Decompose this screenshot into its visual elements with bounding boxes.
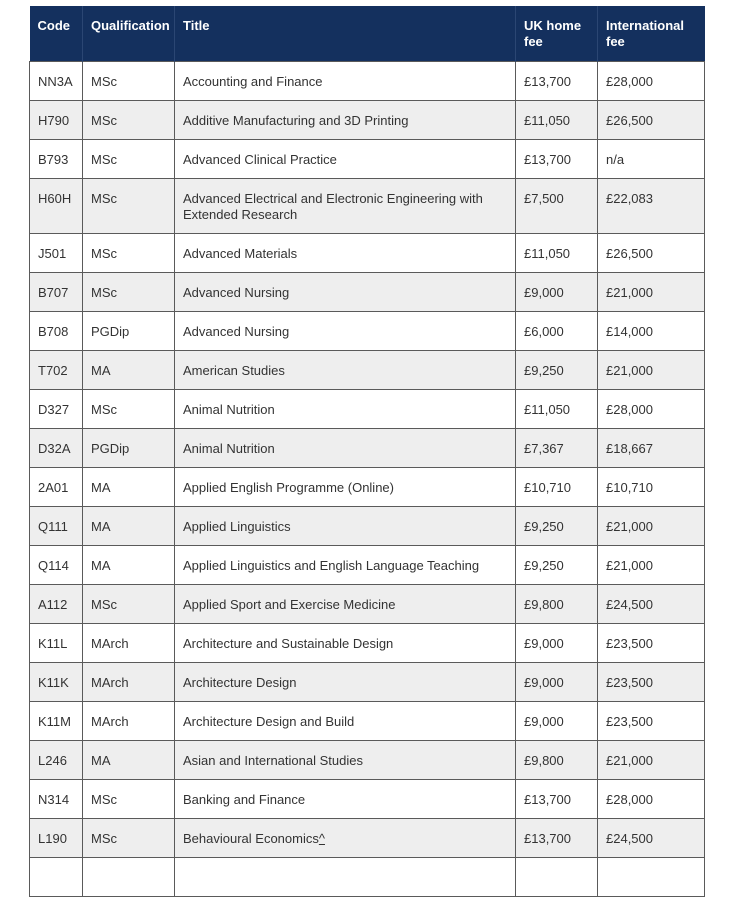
cell-qualification: MSc	[83, 390, 175, 429]
cell-intl-fee: £23,500	[598, 702, 705, 741]
cell-uk-fee: £7,367	[516, 429, 598, 468]
cell-qualification: MSc	[83, 585, 175, 624]
table-row	[30, 546, 705, 585]
fees-table	[29, 6, 705, 897]
cell-code: A112	[30, 585, 83, 624]
cell-qualification: MA	[83, 351, 175, 390]
cell-code: 2A01	[30, 468, 83, 507]
cell-intl-fee: £26,500	[598, 234, 705, 273]
cell-uk-fee: £9,250	[516, 351, 598, 390]
cell-qualification: MSc	[83, 101, 175, 140]
cell-code: Q111	[30, 507, 83, 546]
cell-code: T702	[30, 351, 83, 390]
table-row	[30, 234, 705, 273]
table-row	[30, 507, 705, 546]
table-row-partial	[30, 858, 705, 897]
cell-title: Accounting and Finance	[175, 62, 516, 101]
cell-qualification: PGDip	[83, 429, 175, 468]
cell-intl-fee: £21,000	[598, 546, 705, 585]
cell-title-text: Behavioural Economics	[183, 831, 319, 846]
cell-qualification: MSc	[83, 140, 175, 179]
cell-intl-fee: £21,000	[598, 507, 705, 546]
cell-title: Advanced Nursing	[175, 312, 516, 351]
cell-title: Applied English Programme (Online)	[175, 468, 516, 507]
cell-title: Applied Linguistics and English Language Teaching	[175, 546, 516, 585]
cell-intl-fee: £24,500	[598, 585, 705, 624]
cell-title: Asian and International Studies	[175, 741, 516, 780]
cell-title: Advanced Electrical and Electronic Engineering with Extended Research	[175, 179, 516, 234]
cell-qualification: PGDip	[83, 312, 175, 351]
table-row	[30, 819, 705, 858]
cell-qualification: MSc	[83, 780, 175, 819]
cell-code: Q114	[30, 546, 83, 585]
cell-intl-fee: £14,000	[598, 312, 705, 351]
table-row	[30, 179, 705, 234]
cell-code: L246	[30, 741, 83, 780]
table-row	[30, 390, 705, 429]
cell-title: Architecture and Sustainable Design	[175, 624, 516, 663]
cell-code: J501	[30, 234, 83, 273]
header-uk-home-fee: UK home fee	[516, 6, 598, 62]
cell-uk-fee: £9,000	[516, 663, 598, 702]
cell-uk-fee: £11,050	[516, 390, 598, 429]
cell-uk-fee: £9,000	[516, 702, 598, 741]
cell-uk-fee: £9,800	[516, 741, 598, 780]
cell-intl-fee: £23,500	[598, 663, 705, 702]
cell-uk-fee: £9,800	[516, 585, 598, 624]
cell-intl-fee: £24,500	[598, 819, 705, 858]
table-row	[30, 62, 705, 101]
table-row	[30, 780, 705, 819]
table-row	[30, 741, 705, 780]
cell-uk-fee: £7,500	[516, 179, 598, 234]
header-code: Code	[30, 6, 83, 62]
cell-intl-fee: £10,710	[598, 468, 705, 507]
cell-intl-fee: £23,500	[598, 624, 705, 663]
cell-qualification: MA	[83, 507, 175, 546]
table-header	[30, 6, 705, 62]
cell-title: Architecture Design and Build	[175, 702, 516, 741]
cell-qualification: MArch	[83, 663, 175, 702]
cell-intl-fee: £21,000	[598, 741, 705, 780]
cell-intl-fee: £18,667	[598, 429, 705, 468]
header-international-fee: International fee	[598, 6, 705, 62]
cell-uk-fee: £9,250	[516, 507, 598, 546]
table-row	[30, 312, 705, 351]
table-row	[30, 140, 705, 179]
cell-uk-fee: £6,000	[516, 312, 598, 351]
cell-intl-fee: £21,000	[598, 273, 705, 312]
cell-code: K11L	[30, 624, 83, 663]
fees-table-container	[29, 6, 704, 897]
table-row	[30, 468, 705, 507]
cell-code: D327	[30, 390, 83, 429]
cell-intl-fee: £26,500	[598, 101, 705, 140]
cell-qualification: MSc	[83, 62, 175, 101]
table-row	[30, 702, 705, 741]
cell-qualification: MSc	[83, 273, 175, 312]
cell-qualification: MA	[83, 741, 175, 780]
footnote-marker[interactable]: ^	[318, 831, 325, 846]
table-body	[30, 62, 705, 897]
cell-qualification: MA	[83, 546, 175, 585]
cell-title: Architecture Design	[175, 663, 516, 702]
cell-code: H60H	[30, 179, 83, 234]
cell-code: D32A	[30, 429, 83, 468]
header-title: Title	[175, 6, 516, 62]
cell-code: NN3A	[30, 62, 83, 101]
cell-title: Animal Nutrition	[175, 390, 516, 429]
cell-code: K11M	[30, 702, 83, 741]
table-row	[30, 624, 705, 663]
cell-qualification: MSc	[83, 179, 175, 234]
cell-code: B707	[30, 273, 83, 312]
cell-title: Advanced Nursing	[175, 273, 516, 312]
cell-qualification: MSc	[83, 819, 175, 858]
cell-title: Applied Sport and Exercise Medicine	[175, 585, 516, 624]
cell-code: H790	[30, 101, 83, 140]
cell-uk-fee: £9,000	[516, 273, 598, 312]
cell-qualification: MArch	[83, 702, 175, 741]
cell-title: Advanced Clinical Practice	[175, 140, 516, 179]
table-row	[30, 273, 705, 312]
cell-title: Banking and Finance	[175, 780, 516, 819]
cell-title: Applied Linguistics	[175, 507, 516, 546]
cell-intl-fee: £28,000	[598, 62, 705, 101]
table-row	[30, 351, 705, 390]
cell-intl-fee: £28,000	[598, 780, 705, 819]
cell-title: American Studies	[175, 351, 516, 390]
cell-title: Animal Nutrition	[175, 429, 516, 468]
cell-intl-fee: £21,000	[598, 351, 705, 390]
cell-uk-fee: £11,050	[516, 101, 598, 140]
table-row	[30, 663, 705, 702]
cell-code: B708	[30, 312, 83, 351]
cell-qualification: MSc	[83, 234, 175, 273]
cell-intl-fee: £28,000	[598, 390, 705, 429]
cell-uk-fee: £11,050	[516, 234, 598, 273]
cell-uk-fee: £13,700	[516, 140, 598, 179]
cell-code: K11K	[30, 663, 83, 702]
cell-qualification: MArch	[83, 624, 175, 663]
table-row	[30, 429, 705, 468]
cell-uk-fee: £13,700	[516, 62, 598, 101]
cell-intl-fee: n/a	[598, 140, 705, 179]
cell-uk-fee: £13,700	[516, 819, 598, 858]
cell-uk-fee: £13,700	[516, 780, 598, 819]
cell-title: Additive Manufacturing and 3D Printing	[175, 101, 516, 140]
table-row	[30, 585, 705, 624]
cell-uk-fee: £9,000	[516, 624, 598, 663]
cell-code: N314	[30, 780, 83, 819]
cell-uk-fee: £9,250	[516, 546, 598, 585]
cell-qualification: MA	[83, 468, 175, 507]
cell-code: B793	[30, 140, 83, 179]
header-qualification: Qualification	[83, 6, 175, 62]
cell-uk-fee: £10,710	[516, 468, 598, 507]
cell-code: L190	[30, 819, 83, 858]
table-row	[30, 101, 705, 140]
cell-title	[175, 819, 516, 858]
cell-intl-fee: £22,083	[598, 179, 705, 234]
cell-title: Advanced Materials	[175, 234, 516, 273]
header-row	[30, 6, 705, 62]
